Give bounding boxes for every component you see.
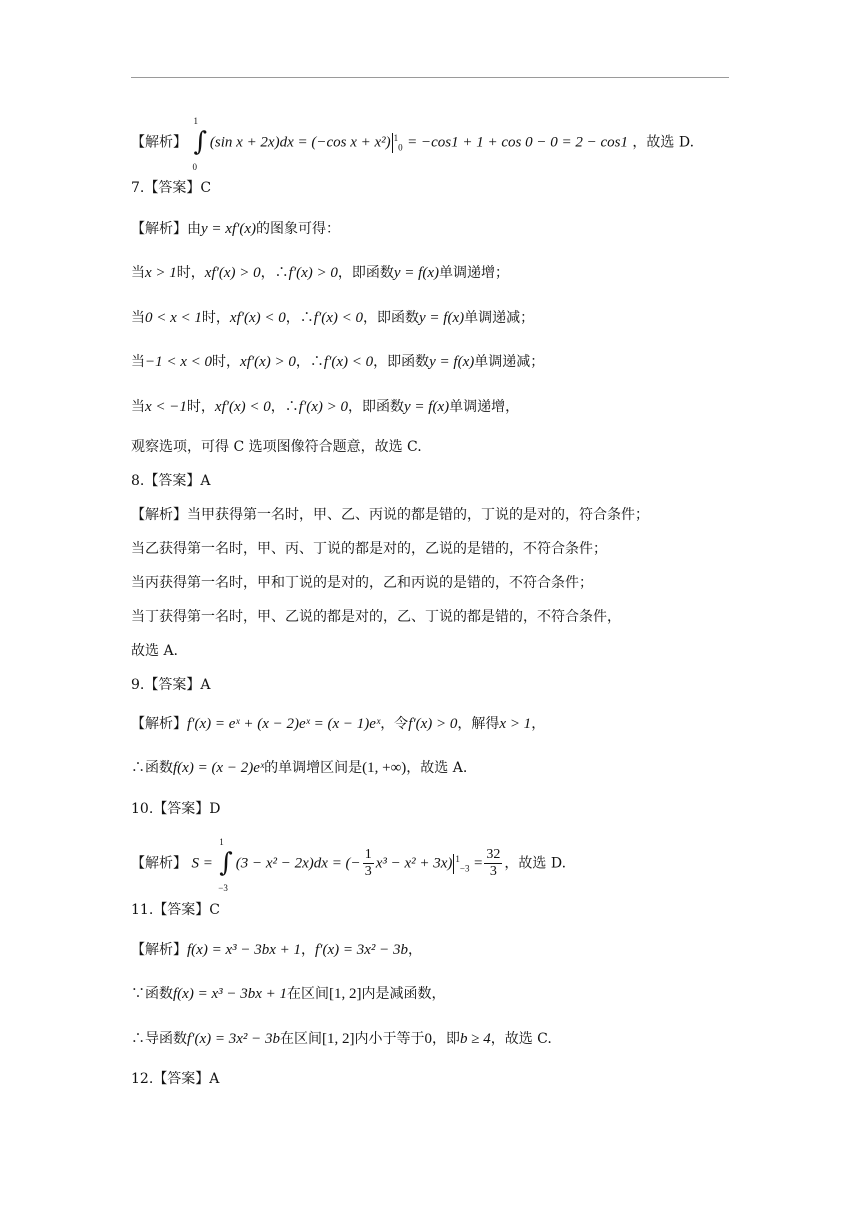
q11-line-2: ∵函数f(x) = x³ − 3bx + 1在区间[1, 2]内是减函数，	[131, 986, 446, 1002]
integral-expression: (sin x + 2x)dx = (−cos x + x²)	[209, 134, 391, 151]
q8-line-4: 当丁获得第一名时，甲、乙说的都是对的，乙、丁说的都是错的，不符合条件，	[131, 609, 621, 625]
q11-line-1: 【解析】f(x) = x³ − 3bx + 1，f′(x) = 3x² − 3b，	[131, 942, 422, 958]
q11-answer: 11.【答案】C	[131, 902, 220, 918]
integral-sign: 1 ∫ 0	[192, 115, 207, 172]
q9-line-2: ∴函数f(x) = (x − 2)eˣ的单调增区间是(1, +∞)，故选 A.	[131, 760, 468, 776]
q11-line-3: ∴导函数f′(x) = 3x² − 3b在区间[1, 2]内小于等于0，即b ≥ 4，故选 C.	[131, 1031, 552, 1047]
q12-answer: 12.【答案】A	[131, 1071, 220, 1087]
q7-case-4: 当x < −1时，xf′(x) < 0，∴f′(x) > 0，即函数y = f(x)单调递增，	[131, 399, 520, 415]
q9-answer: 9.【答案】A	[131, 677, 211, 693]
q8-line-5: 故选 A.	[131, 643, 179, 659]
integral-sign: 1 ∫ −3	[218, 836, 233, 893]
q7-case-3: 当−1 < x < 0时，xf′(x) > 0，∴f′(x) < 0，即函数y = f(x)单调递减；	[131, 354, 545, 370]
solution-6-line: 【解析】 1 ∫ 0 (sin x + 2x)dx = (−cos x + x²) $^1_0$ = −cos1 + 1 + cos 0 − 0 = 2 − cos1 ，故选 D.	[131, 115, 695, 172]
fraction-one-third: $\frac{1}{3}$	[364, 847, 372, 879]
header-rule	[131, 77, 729, 78]
q8-line-3: 当丙获得第一名时，甲和丁说的是对的，乙和丙说的是错的，不符合条件；	[131, 575, 593, 591]
q10-answer: 10.【答案】D	[131, 801, 221, 817]
integral-result: = −cos1 + 1 + cos 0 − 0 = 2 − cos1	[407, 134, 628, 151]
q7-analysis-line: 【解析】由y = xf′(x)的图象可得：	[131, 221, 341, 237]
analysis-label: 【解析】	[131, 134, 187, 151]
q8-answer: 8.【答案】A	[131, 473, 211, 489]
q7-conclusion: 观察选项，可得 C 选项图像符合题意，故选 C.	[131, 439, 422, 455]
q9-line-1: 【解析】f′(x) = eˣ + (x − 2)eˣ = (x − 1)eˣ，令f′(x) > 0，解得x > 1，	[131, 716, 546, 732]
q8-line-2: 当乙获得第一名时，甲、丙、丁说的都是对的，乙说的是错的，不符合条件；	[131, 541, 607, 557]
fraction-result: $\frac{32}{3}$	[486, 847, 501, 879]
q7-answer: 7.【答案】C	[131, 180, 212, 196]
q7-case-1: 当x > 1时，xf′(x) > 0，∴f′(x) > 0，即函数y = f(x)单调递增；	[131, 265, 509, 281]
q8-line-1: 【解析】当甲获得第一名时，甲、乙、丙说的都是错的，丁说的是对的，符合条件；	[131, 507, 649, 523]
q7-case-2: 当0 < x < 1时，xf′(x) < 0，∴f′(x) < 0，即函数y = f(x)单调递减；	[131, 310, 535, 326]
q10-line: 【解析】 S = 1 ∫ −3 (3 − x² − 2x)dx = (− $\frac{1}{3}$ x³ − x² + 3x) $^1_{-3}$ = $\frac{32}{3}$ ，故选 D.	[131, 836, 567, 893]
